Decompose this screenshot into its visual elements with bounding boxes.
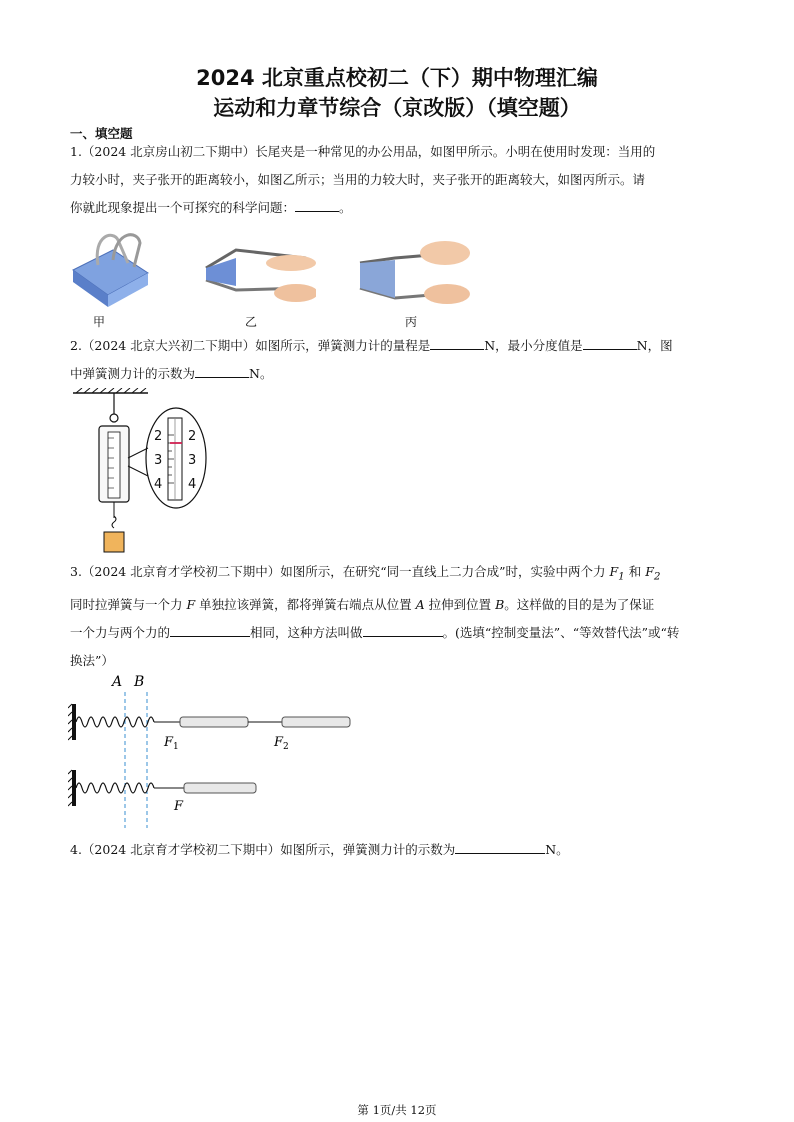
scale-label-4: 4 (154, 477, 163, 492)
caption-jia: 甲 (93, 315, 106, 329)
q3-force-f: F (186, 596, 196, 612)
q2-range-blank[interactable] (430, 335, 484, 350)
q1-line2: 力较小时，夹子张开的距离较小，如图乙所示；当用的力较大时，夹子张开的距离较大，如图丙所示。请 (70, 172, 646, 187)
q3-f2: F (645, 564, 654, 579)
document-title-line2: 运动和力章节综合（京改版）（填空题） (213, 96, 581, 120)
q1-line3-end: 。 (339, 200, 352, 215)
binder-clip-figure-yi (196, 228, 316, 310)
q1-line1: 1.（2024 北京房山初二下期中）长尾夹是一种常见的办公用品，如图甲所示。小明在使用时发现：当用的 (70, 144, 656, 159)
question-4 (70, 836, 725, 864)
label-f1: F (164, 735, 174, 750)
q2-line2-end: N。 (249, 366, 273, 381)
q1-answer-blank[interactable] (295, 197, 339, 212)
q3-line3 (70, 619, 725, 647)
q2-line2-text: 中弹簧测力计的示数为 (70, 366, 196, 381)
q3-line2-text3: 拉伸到位置 (424, 596, 496, 612)
q3-and: 和 (624, 564, 646, 579)
q3-f1-sub: 1 (618, 570, 625, 583)
q2-division-blank[interactable] (583, 335, 637, 350)
q3-f2-sub: 2 (653, 570, 661, 583)
q1-line3-text: 你就此现象提出一个可探究的科学问题： (70, 200, 296, 215)
q3-same-blank[interactable] (170, 622, 250, 637)
q3-line3-text2: 相同，这种方法叫做 (250, 624, 363, 640)
q3-line2-text4: 。这样做的目的是为了保证 (504, 596, 655, 612)
q4-line1-text: 4.（2024 北京育才学校初二下期中）如图所示，弹簧测力计的示数为 (70, 842, 456, 857)
document-title-line1: 2024 北京重点校初二（下）期中物理汇编 (196, 66, 598, 90)
question-3 (70, 558, 725, 675)
caption-yi: 乙 (245, 315, 258, 329)
label-f2-sub: 2 (283, 742, 289, 752)
scale-label-4-right: 4 (188, 477, 197, 492)
q3-method-blank[interactable] (363, 622, 443, 637)
q3-line4: 换法”） (70, 652, 114, 668)
q4-line1-end: N。 (545, 842, 569, 857)
label-f: F (174, 799, 184, 814)
q3-line3-text3: 。(选填“控制变量法”、“等效替代法”或“转 (442, 624, 680, 640)
q3-line2 (70, 591, 725, 619)
two-force-spring-figure (68, 668, 368, 833)
q3-line3-text: 一个力与两个力的 (70, 624, 171, 640)
question-1 (70, 138, 725, 222)
q4-reading-blank[interactable] (455, 839, 545, 854)
caption-bing: 丙 (405, 315, 418, 329)
q3-line2-text: 同时拉弹簧与一个力 (70, 596, 187, 612)
binder-clip-figure-jia (68, 225, 158, 310)
page-footer: 第 1页/共 12页 (357, 1103, 437, 1117)
q2-line1-text3: N，图 (636, 338, 673, 353)
q2-line2 (70, 360, 725, 388)
section-heading: 一、填空题 (70, 126, 133, 141)
scale-label-3-right: 3 (188, 453, 197, 468)
q2-line1 (70, 332, 725, 360)
q3-pos-b: B (495, 596, 505, 612)
label-b: B (134, 674, 145, 690)
scale-label-3: 3 (154, 453, 163, 468)
q3-pos-a: A (415, 596, 425, 612)
label-a: A (112, 674, 123, 690)
q3-line1 (70, 558, 725, 591)
q3-line2-text2: 单独拉该弹簧，都将弹簧右端点从位置 (195, 596, 416, 612)
binder-clip-figure-bing (355, 228, 470, 310)
spring-balance-figure (70, 388, 215, 558)
q2-reading-blank[interactable] (195, 363, 249, 378)
q2-line1-text: 2.（2024 北京大兴初二下期中）如图所示，弹簧测力计的量程是 (70, 338, 431, 353)
scale-label-2-right: 2 (188, 429, 197, 444)
q3-f1: F (609, 564, 619, 579)
question-2 (70, 332, 725, 388)
scale-label-2: 2 (154, 429, 163, 444)
q4-line1 (70, 836, 725, 864)
label-f2: F (274, 735, 284, 750)
q3-line1-text: 3.（2024 北京育才学校初二下期中）如图所示，在研究“同一直线上二力合成”时，实验中两个力 (70, 564, 610, 579)
q1-line3 (70, 194, 725, 222)
label-f1-sub: 1 (173, 742, 179, 752)
q2-line1-text2: N，最小分度值是 (484, 338, 583, 353)
